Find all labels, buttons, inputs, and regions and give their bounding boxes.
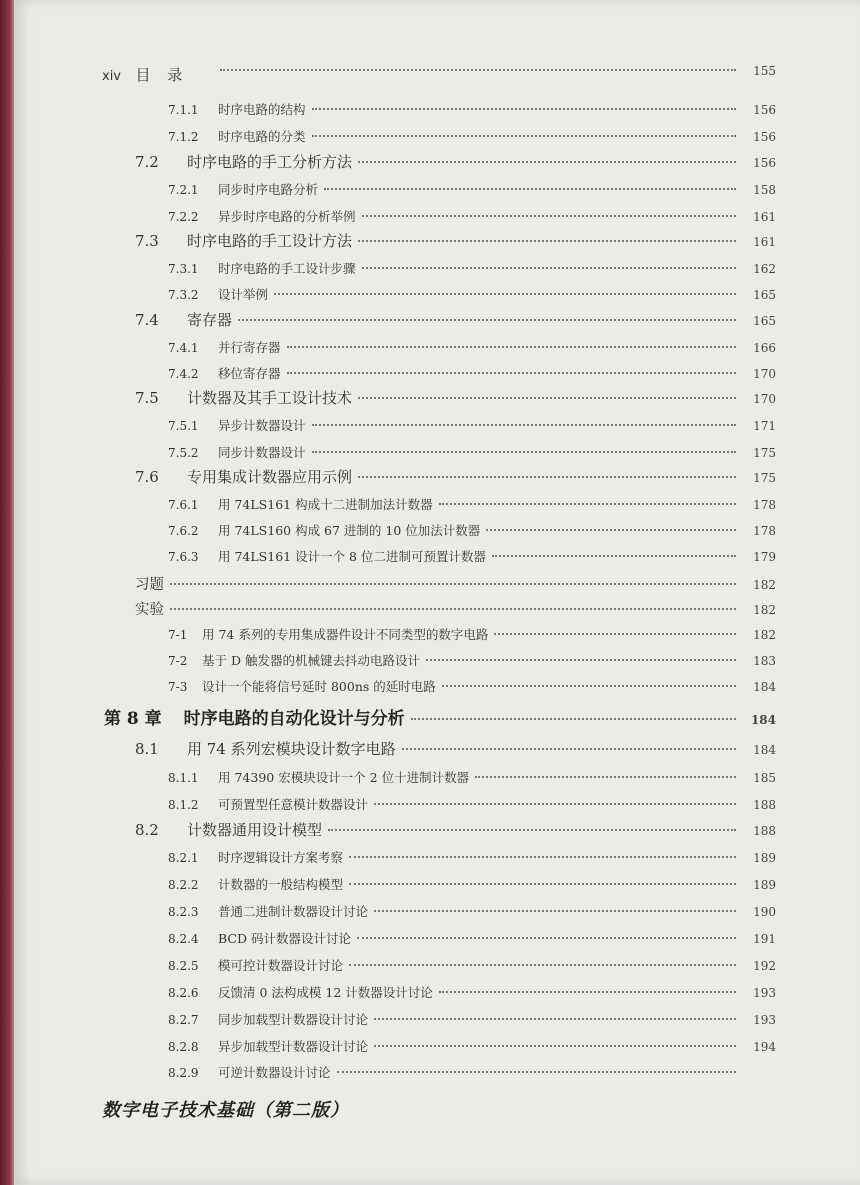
toc-page-number: 178 — [753, 498, 776, 512]
toc-title: 用 74 系列的专用集成器件设计不同类型的数字电路 — [202, 627, 489, 642]
toc-page-number: 189 — [753, 878, 776, 892]
toc-entry — [168, 495, 776, 513]
toc-title: 同步时序电路分析 — [218, 182, 319, 197]
toc-title: 移位寄存器 — [218, 366, 281, 381]
toc-page-number: 156 — [753, 156, 776, 170]
toc-title: 习题 — [135, 577, 164, 593]
toc-number: 8.1.2 — [168, 798, 199, 812]
toc-chapter-entry — [104, 704, 776, 729]
toc-title: 设计一个能将信号延时 800ns 的延时电路 — [202, 679, 436, 694]
toc-entry — [168, 875, 776, 893]
toc-title: 时序电路的分类 — [218, 129, 306, 144]
toc-page-number: 179 — [753, 550, 776, 564]
toc-page-number: 189 — [753, 851, 776, 865]
toc-number: 7.3.2 — [168, 288, 199, 302]
toc-entry — [168, 521, 776, 539]
toc-entry — [168, 625, 776, 643]
toc-number: 7.2.1 — [168, 183, 199, 197]
leader-dots — [337, 1071, 736, 1073]
toc-entry — [135, 819, 776, 840]
leader-dots — [442, 685, 736, 687]
leader-dots — [324, 188, 736, 190]
leader-dots — [402, 748, 736, 750]
toc-entry — [168, 1037, 776, 1055]
toc-entry — [168, 768, 776, 786]
toc-number: 8.2.5 — [168, 959, 199, 973]
toc-title: 普通二进制计数器设计讨论 — [218, 904, 369, 919]
toc-page-number: 165 — [753, 288, 776, 302]
toc-title: 可预置型任意模计数器设计 — [218, 797, 369, 812]
toc-page-number: 184 — [750, 713, 776, 727]
toc-entry — [168, 285, 776, 303]
toc-page-number: 156 — [753, 103, 776, 117]
toc-title: 用 74LS161 构成十二进制加法计数器 — [218, 497, 433, 512]
toc-number: 8.2.7 — [168, 1013, 199, 1027]
leader-dots — [475, 776, 736, 778]
leader-dots — [374, 910, 736, 912]
toc-entry — [168, 127, 776, 145]
toc-title: 计数器及其手工设计技术 — [187, 389, 353, 407]
toc-page-number: 170 — [753, 392, 776, 406]
toc-entry — [135, 466, 776, 487]
leader-dots — [439, 991, 736, 993]
toc-number: 7-2 — [168, 654, 188, 668]
leader-dots — [411, 718, 736, 720]
toc-page-number: 192 — [753, 959, 776, 973]
toc-page-number: 182 — [753, 578, 776, 592]
toc-page-number: 158 — [753, 183, 776, 197]
toc-page-number: 161 — [753, 235, 776, 249]
toc-number: 7.6.3 — [168, 550, 199, 564]
leader-dots — [170, 608, 736, 610]
toc-page-number: 193 — [753, 986, 776, 1000]
toc-entry — [135, 573, 776, 594]
leader-dots — [238, 319, 736, 321]
toc-title: 并行寄存器 — [218, 340, 281, 355]
toc-page-number: 183 — [753, 654, 776, 668]
book-title: 数字电子技术基础（第二版） — [102, 1100, 349, 1121]
toc-entry — [168, 1063, 776, 1081]
running-title: 目 录 — [135, 66, 189, 84]
toc-entry — [135, 309, 776, 330]
leader-dots — [312, 108, 736, 110]
toc-entry — [168, 929, 776, 947]
toc-number: 7.4 — [135, 311, 159, 329]
toc-title: 模可控计数器设计讨论 — [218, 958, 344, 973]
toc-page-number: 165 — [753, 314, 776, 328]
toc-entry — [168, 259, 776, 277]
leader-dots — [358, 476, 736, 478]
toc-number: 7.1.2 — [168, 130, 199, 144]
toc-entry — [135, 738, 776, 759]
toc-number: 7.5.2 — [168, 446, 199, 460]
toc-number: 8.2.2 — [168, 878, 199, 892]
toc-number: 7.1.1 — [168, 103, 199, 117]
leader-dots — [349, 883, 736, 885]
leader-dots — [374, 803, 736, 805]
toc-title: 同步计数器设计 — [218, 445, 306, 460]
toc-page-number: 178 — [753, 524, 776, 538]
toc-page-number: 194 — [753, 1040, 776, 1054]
toc-page-number: 162 — [753, 262, 776, 276]
toc-page-number: 170 — [753, 367, 776, 381]
leader-dots — [312, 424, 736, 426]
leader-dots — [357, 937, 736, 939]
toc-number: 8.2 — [135, 821, 159, 839]
toc-title: 时序电路的结构 — [218, 102, 306, 117]
toc-title: 时序电路的手工设计方法 — [187, 232, 353, 250]
toc-page — [14, 0, 860, 1185]
toc-page-number: 193 — [753, 1013, 776, 1027]
toc-title: 用 74LS161 设计一个 8 位二进制可预置计数器 — [218, 549, 486, 564]
toc-entry — [168, 547, 776, 565]
toc-page-number: 175 — [753, 471, 776, 485]
toc-number: 7.3.1 — [168, 262, 199, 276]
toc-number: 7.5.1 — [168, 419, 199, 433]
toc-number: 7-1 — [168, 628, 188, 642]
toc-title: 设计举例 — [218, 287, 269, 302]
toc-page-number: 166 — [753, 341, 776, 355]
toc-entry — [135, 230, 776, 251]
toc-number: 7-3 — [168, 680, 188, 694]
toc-title: 可逆计数器设计讨论 — [218, 1065, 331, 1080]
leader-dots — [374, 1045, 736, 1047]
leader-dots — [220, 69, 736, 71]
leader-dots — [274, 293, 736, 295]
toc-number: 8.2.9 — [168, 1066, 199, 1080]
leader-dots — [312, 451, 736, 453]
toc-title: 时序电路的手工设计步骤 — [218, 261, 356, 276]
toc-number: 8.2.4 — [168, 932, 199, 946]
toc-entry — [168, 180, 776, 198]
leader-dots — [312, 135, 736, 137]
toc-entry — [168, 677, 776, 695]
toc-page-number: 184 — [753, 680, 776, 694]
running-head — [102, 64, 188, 85]
toc-entry — [168, 956, 776, 974]
leader-dots — [349, 856, 736, 858]
toc-page-number: 190 — [753, 905, 776, 919]
leader-dots — [439, 503, 736, 505]
toc-number: 8.2.8 — [168, 1040, 199, 1054]
toc-title: 用 74390 宏模块设计一个 2 位十进制计数器 — [218, 770, 470, 785]
toc-title: 计数器的一般结构模型 — [218, 877, 344, 892]
toc-entry — [168, 1010, 776, 1028]
leader-dots — [362, 215, 736, 217]
toc-entry — [168, 207, 776, 225]
toc-title: 用 74 系列宏模块设计数字电路 — [187, 740, 396, 758]
toc-page-number: 161 — [753, 210, 776, 224]
toc-entry — [168, 902, 776, 920]
toc-page-number: 191 — [753, 932, 776, 946]
toc-page-number: 175 — [753, 446, 776, 460]
toc-number: 7.2 — [135, 153, 159, 171]
toc-number: 7.6.1 — [168, 498, 199, 512]
toc-page-number: 184 — [753, 743, 776, 757]
leader-dots — [349, 964, 736, 966]
toc-number: 7.2.2 — [168, 210, 199, 224]
toc-entry — [168, 848, 776, 866]
toc-title: 异步计数器设计 — [218, 418, 306, 433]
leader-dots — [492, 555, 736, 557]
toc-title: 异步时序电路的分析举例 — [218, 209, 356, 224]
toc-page-number: 188 — [753, 824, 776, 838]
carry-over-line — [214, 64, 776, 78]
toc-number: 8.1.1 — [168, 771, 199, 785]
toc-number: 8.2.6 — [168, 986, 199, 1000]
toc-number: 7.5 — [135, 389, 159, 407]
toc-page-number: 182 — [753, 628, 776, 642]
toc-page-number: 155 — [753, 64, 776, 78]
toc-title: 时序电路的自动化设计与分析 — [183, 709, 405, 729]
toc-entry — [135, 151, 776, 172]
toc-title: 计数器通用设计模型 — [187, 821, 323, 839]
toc-title: 时序电路的手工分析方法 — [187, 153, 353, 171]
leader-dots — [358, 161, 736, 163]
toc-entry — [168, 983, 776, 1001]
toc-title: BCD 码计数器设计讨论 — [218, 931, 351, 946]
toc-number: 7.4.1 — [168, 341, 199, 355]
toc-entry — [135, 598, 776, 619]
toc-entry — [168, 795, 776, 813]
toc-number: 7.4.2 — [168, 367, 199, 381]
leader-dots — [494, 633, 736, 635]
toc-title: 实验 — [135, 602, 164, 618]
toc-title: 基于 D 触发器的机械键去抖动电路设计 — [202, 653, 420, 668]
leader-dots — [362, 267, 736, 269]
toc-title: 异步加载型计数器设计讨论 — [218, 1039, 369, 1054]
toc-entry — [168, 338, 776, 356]
toc-page-number: 182 — [753, 603, 776, 617]
toc-page-number: 188 — [753, 798, 776, 812]
toc-title: 用 74LS160 构成 67 进制的 10 位加法计数器 — [218, 523, 481, 538]
leader-dots — [170, 583, 736, 585]
toc-page-number: 156 — [753, 130, 776, 144]
toc-title: 寄存器 — [187, 311, 233, 329]
leader-dots — [486, 529, 736, 531]
toc-title: 专用集成计数器应用示例 — [187, 468, 353, 486]
toc-entry — [168, 364, 776, 382]
leader-dots — [426, 659, 736, 661]
toc-number: 7.3 — [135, 232, 159, 250]
toc-page-number: 171 — [753, 419, 776, 433]
toc-page-number: 185 — [753, 771, 776, 785]
toc-number: 7.6 — [135, 468, 159, 486]
page-number-roman: xiv — [102, 69, 121, 84]
leader-dots — [374, 1018, 736, 1020]
leader-dots — [287, 372, 736, 374]
toc-number: 8.2.3 — [168, 905, 199, 919]
toc-number: 7.6.2 — [168, 524, 199, 538]
leader-dots — [358, 240, 736, 242]
toc-entry — [168, 651, 776, 669]
toc-title: 反馈清 0 法构成模 12 计数器设计讨论 — [218, 985, 433, 1000]
toc-entry — [168, 443, 776, 461]
leader-dots — [328, 829, 736, 831]
toc-chapter-number: 第 8 章 — [104, 709, 162, 729]
leader-dots — [358, 397, 736, 399]
toc-entry — [168, 416, 776, 434]
toc-entry — [168, 100, 776, 118]
toc-number: 8.1 — [135, 740, 159, 758]
toc-title: 同步加载型计数器设计讨论 — [218, 1012, 369, 1027]
toc-entry — [135, 387, 776, 408]
toc-title: 时序逻辑设计方案考察 — [218, 850, 344, 865]
leader-dots — [287, 346, 736, 348]
toc-number: 8.2.1 — [168, 851, 199, 865]
